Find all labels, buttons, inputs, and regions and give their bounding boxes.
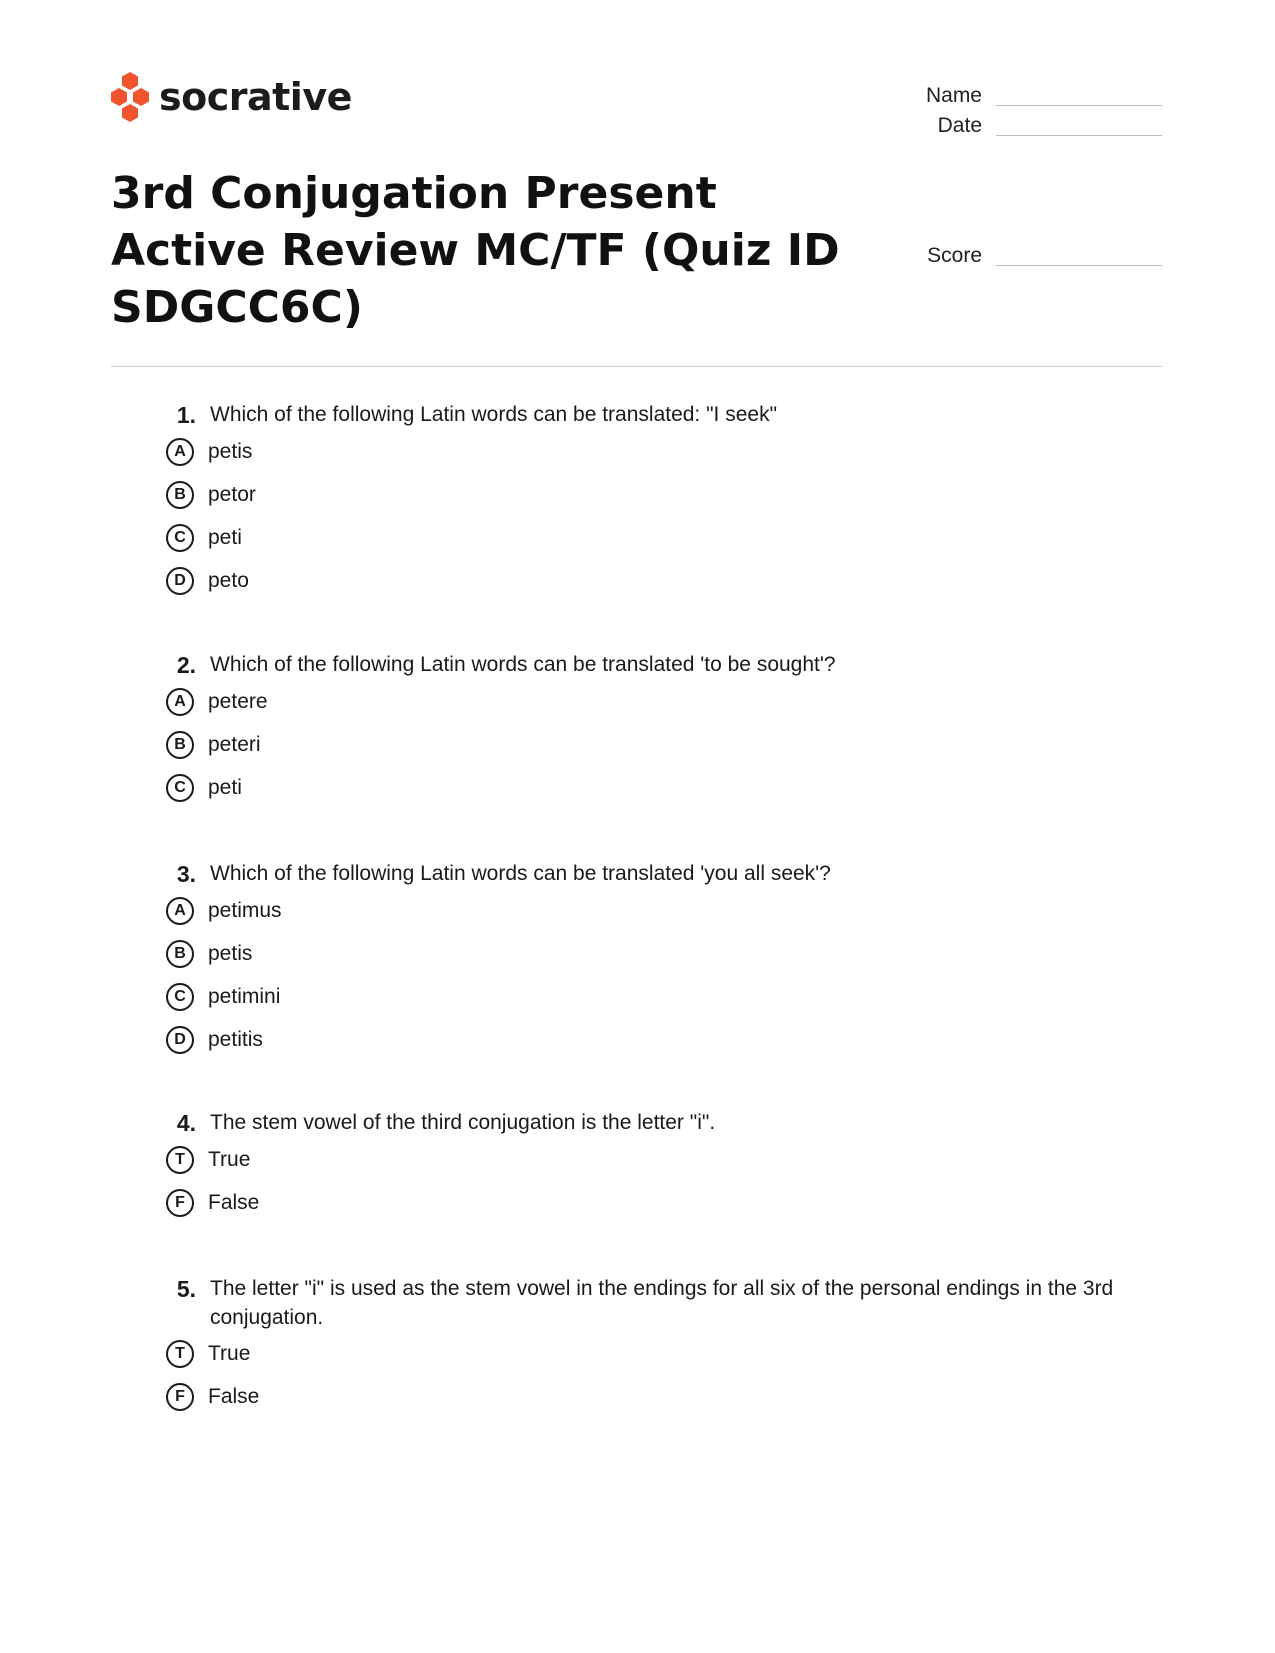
date-label: Date (937, 114, 982, 137)
option-letter-circle[interactable]: B (166, 731, 194, 759)
option-letter-circle[interactable]: F (166, 1189, 194, 1217)
name-field (902, 78, 1162, 108)
score-input-line[interactable] (996, 265, 1162, 266)
option-letter-circle[interactable]: B (166, 481, 194, 509)
option-letter-circle[interactable]: A (166, 897, 194, 925)
question-3 (160, 859, 1140, 1061)
socrative-logo (111, 72, 352, 122)
option-text: petimini (208, 984, 281, 1008)
option-c[interactable] (166, 516, 1140, 559)
hexagon-cluster-icon (111, 72, 149, 122)
question-4 (160, 1108, 1140, 1224)
option-letter-circle[interactable]: T (166, 1340, 194, 1368)
question-number: 3. (176, 861, 196, 887)
option-text: petor (208, 482, 256, 506)
option-text: peteri (208, 732, 261, 756)
question-number: 4. (176, 1110, 196, 1136)
option-a[interactable] (166, 889, 1140, 932)
date-input-line[interactable] (996, 135, 1162, 136)
question-2 (160, 650, 1140, 809)
question-text: The letter "i" is used as the stem vowel in the endings for all six of the personal endings in the 3rd conjugation. (210, 1277, 1114, 1329)
question-1 (160, 400, 1140, 602)
option-text: True (208, 1147, 251, 1171)
option-letter-circle[interactable]: A (166, 438, 194, 466)
score-field (902, 238, 1162, 268)
option-text: petis (208, 439, 253, 463)
score-label: Score (927, 244, 982, 267)
option-letter-circle[interactable]: C (166, 524, 194, 552)
name-label: Name (925, 84, 982, 107)
question-text: Which of the following Latin words can be translated: "I seek" (210, 403, 778, 426)
option-text: peti (208, 525, 242, 549)
header-divider (111, 366, 1162, 367)
option-text: petitis (208, 1027, 263, 1051)
option-letter-circle[interactable]: C (166, 774, 194, 802)
name-input-line[interactable] (996, 105, 1162, 106)
brand-name: socrative (159, 75, 352, 119)
option-a[interactable] (166, 680, 1140, 723)
option-letter-circle[interactable]: C (166, 983, 194, 1011)
question-text: Which of the following Latin words can be translated 'to be sought'? (210, 653, 836, 676)
option-a[interactable] (166, 430, 1140, 473)
option-text: petimus (208, 898, 282, 922)
date-field (902, 108, 1162, 138)
question-5 (160, 1274, 1140, 1418)
option-text: petere (208, 689, 268, 713)
question-number: 5. (176, 1276, 196, 1302)
quiz-title: 3rd Conjugation Present Active Review MC/TF (Quiz ID SDGCC6C) (111, 168, 840, 333)
option-c[interactable] (166, 766, 1140, 809)
option-letter-circle[interactable]: F (166, 1383, 194, 1411)
option-b[interactable] (166, 723, 1140, 766)
option-letter-circle[interactable]: B (166, 940, 194, 968)
question-number: 1. (176, 402, 196, 428)
question-number: 2. (176, 652, 196, 678)
option-text: True (208, 1341, 251, 1365)
option-c[interactable] (166, 975, 1140, 1018)
option-false[interactable] (166, 1375, 1140, 1418)
student-info-fields (902, 78, 1162, 138)
option-d[interactable] (166, 559, 1140, 602)
option-text: petis (208, 941, 253, 965)
option-text: False (208, 1384, 260, 1408)
option-b[interactable] (166, 473, 1140, 516)
option-true[interactable] (166, 1138, 1140, 1181)
option-text: False (208, 1190, 260, 1214)
question-text: The stem vowel of the third conjugation is the letter "i". (210, 1111, 716, 1134)
question-text: Which of the following Latin words can be translated 'you all seek'? (210, 862, 831, 885)
option-true[interactable] (166, 1332, 1140, 1375)
option-text: peto (208, 568, 249, 592)
option-letter-circle[interactable]: D (166, 567, 194, 595)
option-b[interactable] (166, 932, 1140, 975)
option-letter-circle[interactable]: A (166, 688, 194, 716)
option-letter-circle[interactable]: D (166, 1026, 194, 1054)
option-d[interactable] (166, 1018, 1140, 1061)
option-text: peti (208, 775, 242, 799)
option-letter-circle[interactable]: T (166, 1146, 194, 1174)
option-false[interactable] (166, 1181, 1140, 1224)
